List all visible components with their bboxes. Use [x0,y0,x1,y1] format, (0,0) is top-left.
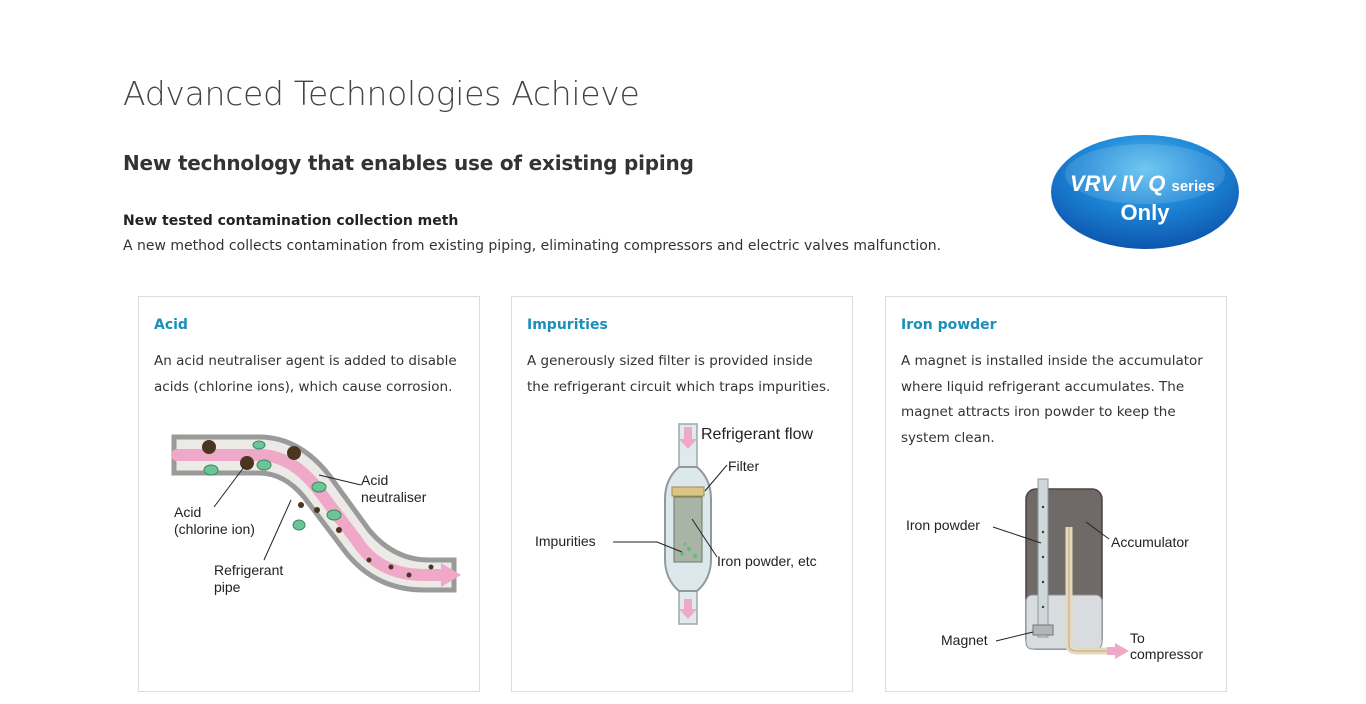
card-text: An acid neutraliser agent is added to disable acids (chlorine ions), which cause corrosion. [154,353,457,395]
label-iron-powder-etc: Iron powder, etc [717,553,817,569]
label-acid-ion-1: Acid [174,504,202,520]
acid-pipe-illustration [169,425,469,605]
label-refrigerant-pipe-1: Refrigerant [214,562,284,578]
method-title: New tested contamination collection meth [123,213,459,229]
card-title: Impurities [527,317,608,333]
card-acid [138,296,480,692]
label-to-compressor-1: To [1130,630,1145,646]
label-refrigerant-pipe-2: pipe [214,579,241,595]
label-magnet: Magnet [941,632,988,648]
label-accumulator: Accumulator [1111,534,1189,550]
label-acid-neutraliser-2: neutraliser [361,489,427,505]
card-impurities [511,296,853,692]
filter-illustration [527,419,842,629]
label-impurities: Impurities [535,533,596,549]
label-filter: Filter [728,458,760,474]
card-iron-powder [885,296,1227,692]
vrv-series-badge [1050,134,1240,250]
label-refrigerant-flow: Refrigerant flow [701,426,814,443]
label-iron-powder: Iron powder [906,517,980,533]
card-title: Acid [154,317,188,333]
card-title: Iron powder [901,317,997,333]
card-text: A magnet is installed inside the accumulator where liquid refrigerant accumulates. The magnet attracts iron powder to keep the system clean. [901,353,1203,446]
section-subtitle: New technology that enables use of existing piping [123,151,694,175]
accumulator-illustration [901,477,1216,673]
label-acid-ion-2: (chlorine ion) [174,521,255,537]
card-text: A generously sized filter is provided inside the refrigerant circuit which traps impurities. [527,353,831,395]
method-description: A new method collects contamination from existing piping, eliminating compressors and electric valves malfunction. [123,238,942,254]
badge-line1: VRV IV Q series [1070,171,1215,196]
badge-line2: Only [1120,200,1170,225]
label-acid-neutraliser-1: Acid [361,472,389,488]
label-to-compressor-2: compressor [1130,646,1204,662]
page-title: Advanced Technologies Achieve [123,74,640,113]
